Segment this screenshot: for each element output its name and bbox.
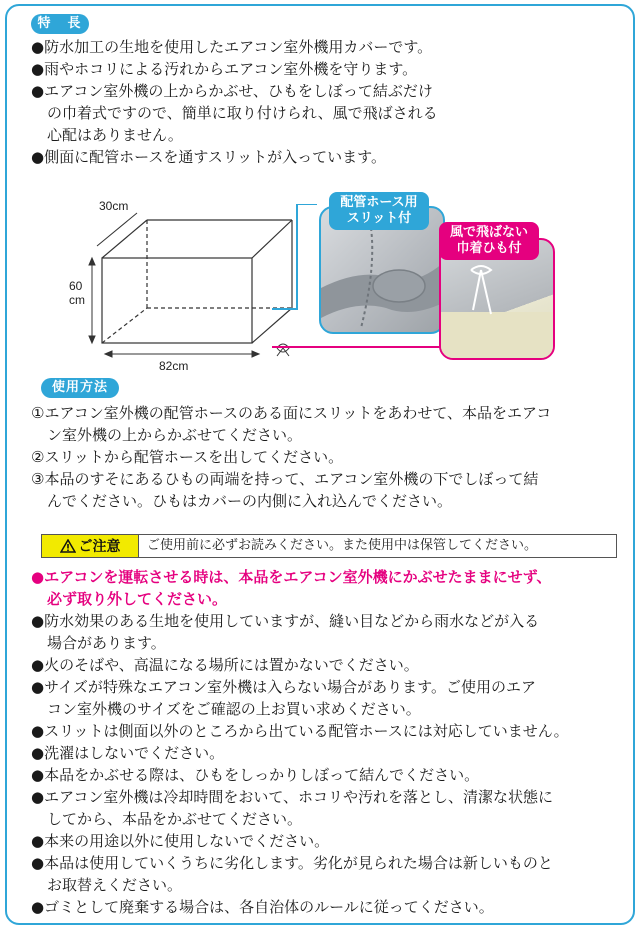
warning-triangle-icon [60,539,76,553]
caution-item: ●本品は使用していくうちに劣化します。劣化が見られた場合は新しいものと [31,854,553,872]
caution-item: ●スリットは側面以外のところから出ている配管ホースには対応していません。 [31,722,569,740]
feature-item: の巾着式ですので、簡単に取り付けられ、風で飛ばされる [47,104,438,122]
caution-bar [41,534,617,558]
feature-item: ●側面に配管ホースを通すスリットが入っています。 [31,148,386,166]
slit-badge: 配管ホース用 スリット付 [329,192,429,230]
caution-warning-line: 必ず取り外してください。 [47,590,228,608]
depth-label: 30cm [99,199,129,213]
caution-item: 場合があります。 [47,634,166,652]
feature-item: 心配はありません。 [47,126,183,144]
caution-item: ●ゴミとして廃棄する場合は、各自治体のルールに従ってください。 [31,898,494,916]
height-unit-label: cm [69,293,85,307]
caution-warning-line: ●エアコンを運転させる時は、本品をエアコン室外機にかぶせたままにせず、 [31,568,552,586]
usage-line: ①エアコン室外機の配管ホースのある面にスリットをあわせて、本品をエアコ [31,404,552,422]
caution-item: ●エアコン室外機は冷却時間をおいて、ホコリや汚れを落とし、清潔な状態に [31,788,554,806]
features-list [31,36,619,168]
width-label: 82cm [159,359,189,373]
product-info-sheet [5,4,635,925]
caution-item: ●本品をかぶせる際は、ひもをしっかりしぼって結んでください。 [31,766,480,784]
usage-line: んでください。ひもはカバーの内側に入れ込んでください。 [47,492,453,510]
features-heading: 特 長 [31,14,89,34]
caution-item: ●火のそばや、高温になる場所には置かないでください。 [31,656,419,674]
caution-item: ●防水効果のある生地を使用していますが、縫い目などから雨水などが入る [31,612,540,630]
caution-item: コン室外機のサイズをご確認の上お買い求めください。 [47,700,421,718]
height-label: 60 [69,279,83,293]
caution-item: してから、本品をかぶせてください。 [47,810,303,828]
caution-item: ●サイズが特殊なエアコン室外機は入らない場合があります。ご使用のエア [31,678,536,696]
caution-item: ●洗濯はしないでください。 [31,744,225,762]
usage-line: ②スリットから配管ホースを出してください。 [31,448,344,466]
feature-item: ●エアコン室外機の上からかぶせ、ひもをしぼって結ぶだけ [31,82,433,100]
usage-steps [31,402,619,512]
caution-note: ご使用前に必ずお読みください。また使用中は保管してください。 [147,538,538,553]
caution-label: ご注意 [42,535,139,557]
caution-list [31,566,619,918]
feature-item: ●雨やホコリによる汚れからエアコン室外機を守ります。 [31,60,418,78]
usage-heading: 使用方法 [41,378,119,398]
caution-item: お取替えください。 [47,876,183,894]
usage-line: ン室外機の上からかぶせてください。 [47,426,303,444]
caution-item: ●本来の用途以外に使用しないでください。 [31,832,330,850]
feature-item: ●防水加工の生地を使用したエアコン室外機用カバーです。 [31,38,433,56]
usage-line: ③本品のすそにあるひもの両端を持って、エアコン室外機の下でしぼって結 [31,470,539,488]
drawstring-badge: 風で飛ばない 巾着ひも付 [439,222,539,260]
dimension-diagram [67,188,307,373]
